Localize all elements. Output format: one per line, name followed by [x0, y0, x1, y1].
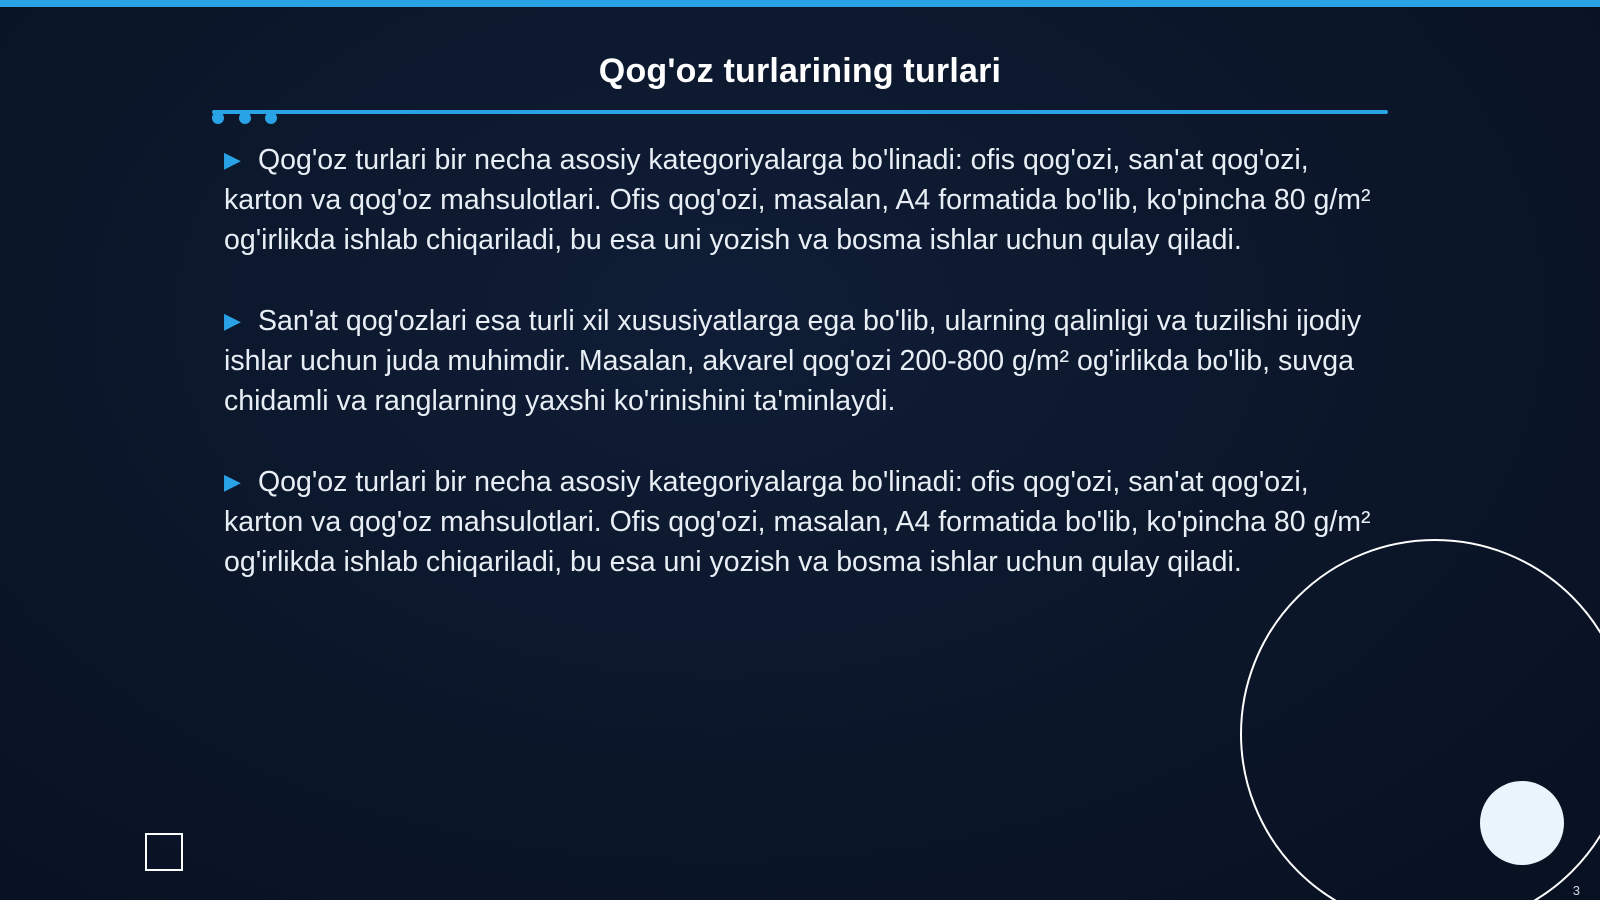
title-underline — [212, 110, 1388, 114]
play-arrow-icon: ▶ — [224, 147, 241, 172]
page-number: 3 — [1572, 883, 1580, 898]
decorative-dot — [265, 112, 277, 124]
decorative-filled-circle — [1480, 781, 1564, 865]
bullet-item — [224, 301, 1374, 421]
bullet-text: San'at qog'ozlari esa turli xil xususiyatlarga ega bo'lib, ularning qalinligi va tuzilishi ijodiy ishlar uchun juda muhimdir. Masalan, akvarel qog'ozi 200-800 g/m² og'irlikda bo'lib, suvga chidamli va ranglarning yaxshi ko'rinishini ta'minlaydi. — [224, 305, 1362, 417]
bullet-item — [224, 140, 1374, 260]
bullet-text: Qog'oz turlari bir necha asosiy kategoriyalarga bo'linadi: ofis qog'ozi, san'at qog'ozi, karton va qog'oz mahsulotlari. Ofis qog'ozi, masalan, A4 formatida bo'lib, ko'pincha 80 g/m² og'irlikda ishlab chiqariladi, bu esa uni yozish va bosma ishlar uchun qulay qiladi. — [224, 144, 1371, 256]
decorative-dot — [212, 112, 224, 124]
top-accent-bar — [0, 0, 1600, 7]
decorative-dot — [239, 112, 251, 124]
play-arrow-icon: ▶ — [224, 469, 241, 494]
decorative-square — [145, 833, 183, 871]
slide-title: Qog'oz turlarining turlari — [598, 52, 1002, 90]
play-arrow-icon: ▶ — [224, 308, 241, 333]
bullet-item — [224, 462, 1374, 582]
bullet-text: Qog'oz turlari bir necha asosiy kategoriyalarga bo'linadi: ofis qog'ozi, san'at qog'ozi, karton va qog'oz mahsulotlari. Ofis qog'ozi, masalan, A4 formatida bo'lib, ko'pincha 80 g/m² og'irlikda ishlab chiqariladi, bu esa uni yozish va bosma ishlar uchun qulay qiladi. — [224, 466, 1371, 578]
bullet-list — [224, 140, 1374, 623]
